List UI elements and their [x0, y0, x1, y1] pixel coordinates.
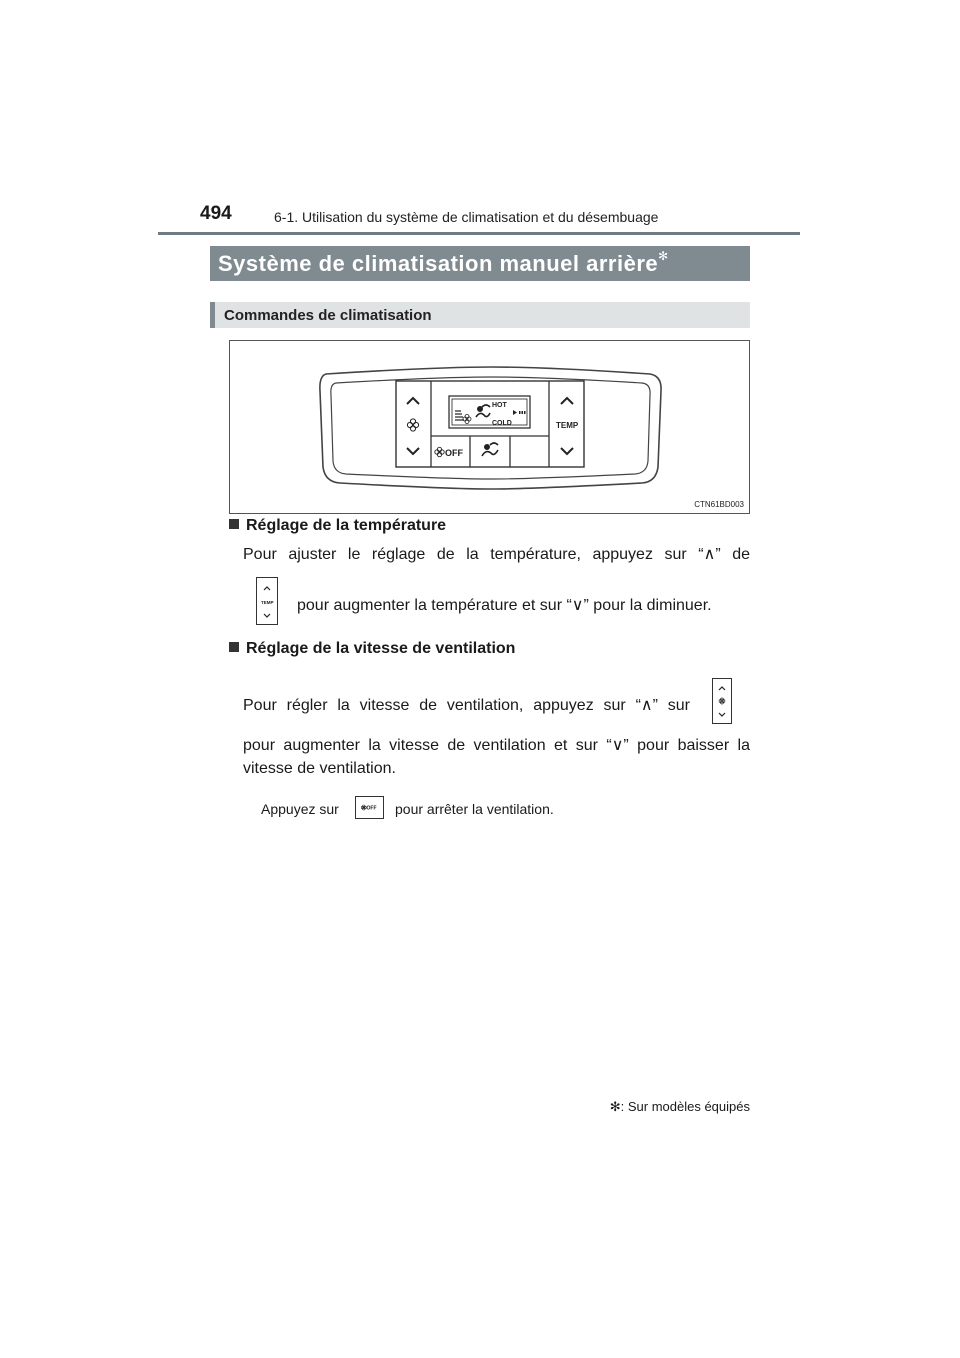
- fan-down-arrow: [407, 448, 419, 454]
- fan-off-label: OFF: [445, 448, 463, 458]
- display-temp-scale: [519, 411, 526, 414]
- fan-speed-heading: [229, 640, 515, 658]
- fan-speed-text-line1: Pour régler la vitesse de ventilation, appuyez sur “∧” sur: [243, 697, 690, 714]
- fan-icon: [719, 698, 725, 704]
- temperature-heading: [229, 517, 446, 535]
- fan-up-arrow: [407, 398, 419, 404]
- page-number: 494: [200, 203, 232, 224]
- temperature-text-line2: pour augmenter la température et sur “∨” pour la diminuer.: [297, 597, 712, 614]
- temp-label: TEMP: [556, 421, 579, 430]
- fan-icon: [407, 419, 418, 431]
- fan-button-image: [712, 678, 732, 724]
- temperature-text-line1: Pour ajuster le réglage de la température, appuyez sur “∧” de: [243, 546, 750, 563]
- heading-bullet: [229, 642, 239, 652]
- fan-off-text-before: Appuyez sur: [261, 801, 339, 817]
- footnote-mark: ✻: [609, 1099, 621, 1114]
- chevron-down-icon: [719, 713, 725, 716]
- temp-up-arrow: [561, 398, 573, 404]
- fan-off-icon: [435, 447, 444, 456]
- fan-off-button-label: OFF: [366, 805, 377, 812]
- footnote-text: : Sur modèles équipés: [620, 1099, 750, 1114]
- chevron-up-icon: [264, 587, 270, 590]
- fan-off-text-after: pour arrêter la ventilation.: [395, 801, 554, 817]
- fan-speed-heading-text: Réglage de la vitesse de ventilation: [246, 640, 516, 657]
- temperature-heading-text: Réglage de la température: [246, 517, 447, 534]
- subsection-title: Commandes de climatisation: [210, 302, 750, 328]
- control-panel-figure: [229, 340, 750, 514]
- temp-button-label: TEMP: [261, 600, 274, 605]
- footnote: [610, 1099, 750, 1115]
- chapter-title: 6-1. Utilisation du système de climatisation et du désembuage: [274, 209, 659, 225]
- airflow-mode-icon: [482, 443, 498, 456]
- temp-button-image: [256, 577, 278, 625]
- chevron-up-icon: [719, 687, 725, 690]
- section-title: Système de climatisation manuel arrière: [218, 251, 659, 276]
- display-hot-label: HOT: [492, 402, 507, 409]
- fan-speed-text-line2: pour augmenter la vitesse de ventilation et sur “∨” pour baisser la: [243, 737, 750, 754]
- heading-bullet: [229, 519, 239, 529]
- fan-speed-text-line3: vitesse de ventilation.: [243, 760, 396, 777]
- figure-code: CTN61BD003: [694, 500, 744, 509]
- section-title-bar: [210, 246, 750, 281]
- chevron-down-icon: [264, 614, 270, 617]
- climate-display: [449, 396, 530, 428]
- temp-down-arrow: [561, 448, 573, 454]
- header-divider: [158, 232, 800, 235]
- display-cold-label: COLD: [492, 420, 512, 427]
- fan-off-button-image: [355, 796, 384, 819]
- section-title-mark: ✻: [658, 249, 669, 263]
